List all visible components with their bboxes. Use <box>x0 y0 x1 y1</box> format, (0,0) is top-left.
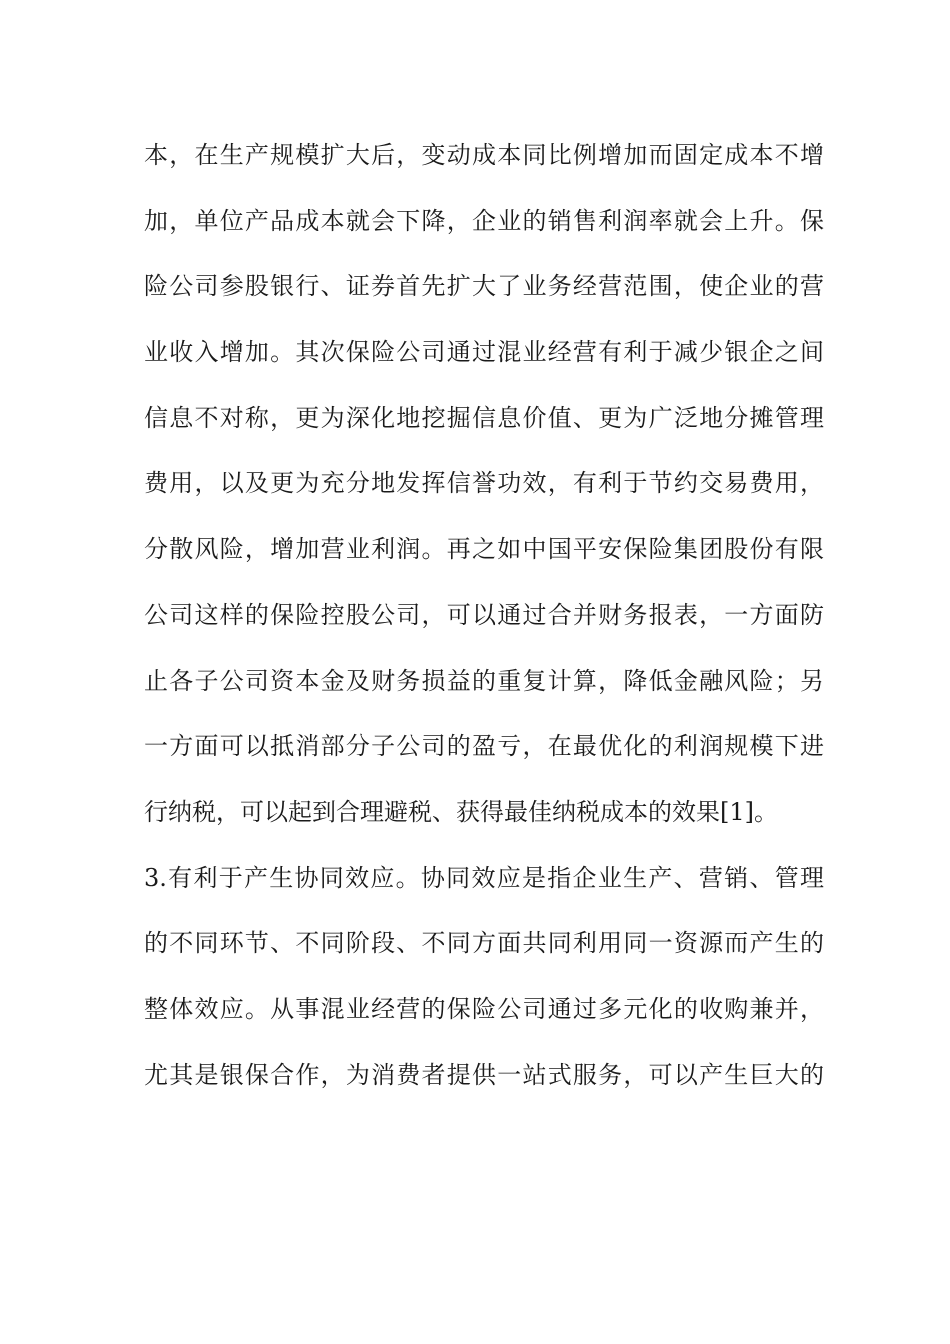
text-line: 加，单位产品成本就会下降，企业的销售利润率就会上升。保 <box>144 206 824 235</box>
text-line: 信息不对称，更为深化地挖掘信息价值、更为广泛地分摊管理 <box>144 403 824 432</box>
text-line: 公司这样的保险控股公司，可以通过合并财务报表，一方面防 <box>144 600 824 629</box>
text-line: 费用，以及更为充分地发挥信誉功效，有利于节约交易费用， <box>144 469 824 498</box>
text-line: 整体效应。从事混业经营的保险公司通过多元化的收购兼并， <box>144 994 824 1023</box>
text-line: 业收入增加。其次保险公司通过混业经营有利于减少银企之间 <box>144 338 824 367</box>
text-line: 的不同环节、不同阶段、不同方面共同利用同一资源而产生的 <box>144 929 824 958</box>
text-line: 3.有利于产生协同效应。协同效应是指企业生产、营销、管理 <box>144 863 824 892</box>
text-line: 止各子公司资本金及财务损益的重复计算，降低金融风险；另 <box>144 666 824 695</box>
body-text <box>144 133 824 1118</box>
text-line: 一方面可以抵消部分子公司的盈亏，在最优化的利润规模下进 <box>144 732 824 761</box>
text-line: 行纳税，可以起到合理避税、获得最佳纳税成本的效果[1]。 <box>144 797 778 826</box>
text-line: 本，在生产规模扩大后，变动成本同比例增加而固定成本不增 <box>144 141 824 169</box>
text-line: 尤其是银保合作，为消费者提供一站式服务，可以产生巨大的 <box>144 1060 824 1089</box>
text-line: 分散风险，增加营业利润。再之如中国平安保险集团股份有限 <box>144 535 824 564</box>
text-line: 险公司参股银行、证券首先扩大了业务经营范围，使企业的营 <box>144 272 824 301</box>
